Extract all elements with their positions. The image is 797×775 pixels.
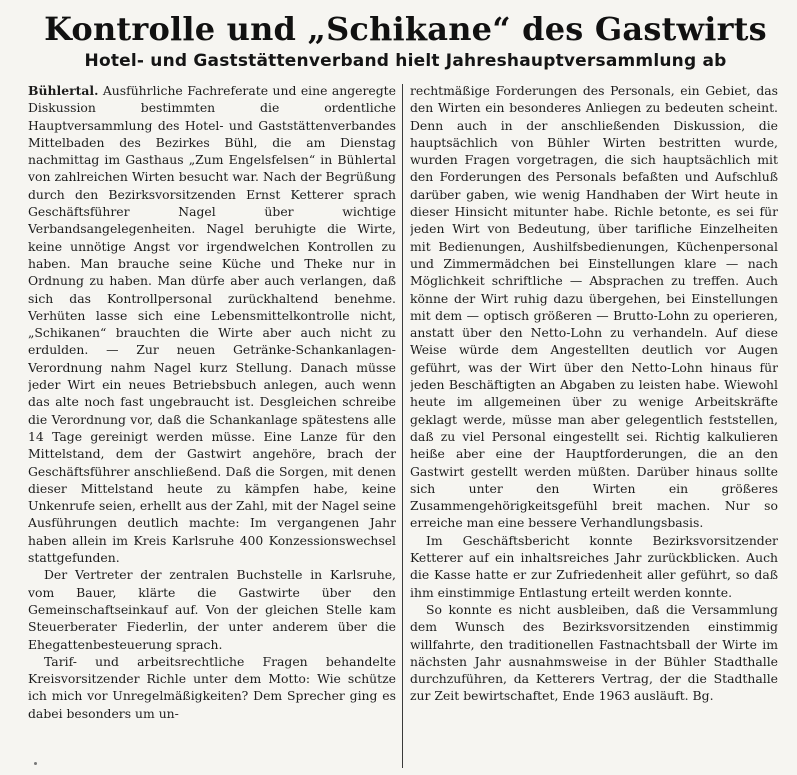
- paragraph-6: So konnte es nicht ausbleiben, daß die Versammlung dem Wunsch des Bezirksvorsitzenden einstimmig willfahrte, den traditionellen Fastnachtsball der Wirte im nächsten Jahr ausnahmsweise in der Bühler Stadthalle durchzuführen, da Ketterers Vertrag, der die Stadthalle zur Zeit bewirtschaftet, Ende 1963 ausläuft. Bg.: [410, 601, 778, 704]
- dateline: Bühlertal.: [28, 83, 99, 98]
- paragraph-4: rechtmäßige Forderungen des Personals, ein Gebiet, das den Wirten ein besonderes Anliegen zu bedeuten scheint. Denn auch in der anschließenden Diskussion, die hauptsächlich von Bühler Wirten bestritten wurde, wurden Fragen vorgetragen, die sich hauptsächlich mit den Forderungen des Personals befaßten und Aufschluß darüber gaben, wie wenig Handhaben der Wirt heute in dieser Hinsicht mitunter habe. Richle betonte, es sei für jeden Wirt von Bedeutung, über tarifliche Einzelheiten mit Bedienungen, Aushilfsbedienungen, Küchenpersonal und Zimmermädchen bei Einstellungen klare — nach Möglichkeit schriftliche — Absprachen zu treffen. Auch könne der Wirt ruhig dazu übergehen, bei Einstellungen mit dem — optisch größeren — Brutto-Lohn zu operieren, anstatt über den Netto-Lohn zu verhandeln. Auf diese Weise würde dem Angestellten deutlich vor Augen geführt, was der Wirt über den Netto-Lohn hinaus für jeden Beschäftigten an Abgaben zu leisten habe. Wiewohl heute im allgemeinen über zu wenige Arbeitskräfte geklagt werde, müsse man aber gelegentlich feststellen, daß zu viel Personal eingestellt sei. Richtig kalkulieren heiße aber eine der Hauptforderungen, die an den Gastwirt gestellt werden müßten. Darüber hinaus sollte sich unter den Wirten ein größeres Zusammengehörigkeitsgefühl breit machen. Nur so erreiche man eine bessere Verhandlungsbasis.: [410, 83, 778, 531]
- paragraph-1: [28, 82, 396, 566]
- column-divider: [402, 84, 403, 768]
- paragraph-2: Der Vertreter der zentralen Buchstelle in Karlsruhe, vom Bauer, klärte die Gastwirte über den Gemeinschaftseinkauf auf. Von der gleichen Stelle kam Steuerberater Fiederlin, der unter anderem über die Ehegattenbesteuerung sprach.: [28, 567, 396, 652]
- print-speck: [34, 762, 37, 765]
- left-column: [28, 82, 396, 772]
- subheadline: Hotel- und Gaststättenverband hielt Jahreshauptversammlung ab: [84, 51, 727, 71]
- right-column: [410, 82, 778, 772]
- paragraph-1-text: Ausführliche Fachreferate und eine angeregte Diskussion bestimmten die ordentliche Hauptversammlung des Hotel- und Gaststättenverbandes Mittelbaden des Bezirkes Bühl, die am Dienstag nachmittag im Gasthaus „Zum Engelsfelsen“ in Bühlertal von zahlreichen Wirten besucht war. Nach der Begrüßung durch den Bezirksvorsitzenden Ernst Ketterer sprach Geschäftsführer Nagel über wichtige Verbandsangelegenheiten. Nagel beruhigte die Wirte, keine unnötige Angst vor irgendwelchen Kontrollen zu haben. Man brauche seine Küche und Theke nur in Ordnung zu haben. Man dürfe aber auch verlangen, daß sich das Kontrollpersonal zurückhaltend benehme. Verhüten lasse sich eine Lebensmittelkontrolle nicht, „Schikanen“ brauchten die Wirte aber auch nicht zu erdulden. — Zur neuen Getränke-Schankanlagen-Verordnung nahm Nagel kurz Stellung. Danach müsse jeder Wirt ein neues Betriebsbuch anlegen, auch wenn das alte noch fast ungebraucht ist. Desgleichen schreibe die Verordnung vor, daß die Schankanlage spätestens alle 14 Tage gereinigt werden müsse. Eine Lanze für den Mittelstand, dem der Gastwirt angehöre, brach der Geschäftsführer anschließend. Daß die Sorgen, mit denen dieser Mittelstand heute zu kämpfen habe, keine Unkenrufe seien, erhellt aus der Zahl, mit der Nagel seine Ausführungen deutlich machte: Im vergangenen Jahr haben allein im Kreis Karlsruhe 400 Konzessionswechsel stattgefunden.: [28, 83, 396, 566]
- paragraph-5: Im Geschäftsbericht konnte Bezirksvorsitzender Ketterer auf ein inhaltsreiches Jahr zurückblicken. Auch die Kasse hatte er zur Zufriedenheit aller geführt, so daß ihm einstimmige Entlastung erteilt werden konnte.: [410, 532, 778, 600]
- article-body: [28, 82, 783, 772]
- headline: Kontrolle und „Schikane“ des Gastwirts: [44, 10, 767, 48]
- paragraph-3: Tarif- und arbeitsrechtliche Fragen behandelte Kreisvorsitzender Richle unter dem Motto: Wie schütze ich mich vor Unregelmäßigkeiten? Dem Sprecher ging es dabei besonders um un-: [28, 653, 396, 721]
